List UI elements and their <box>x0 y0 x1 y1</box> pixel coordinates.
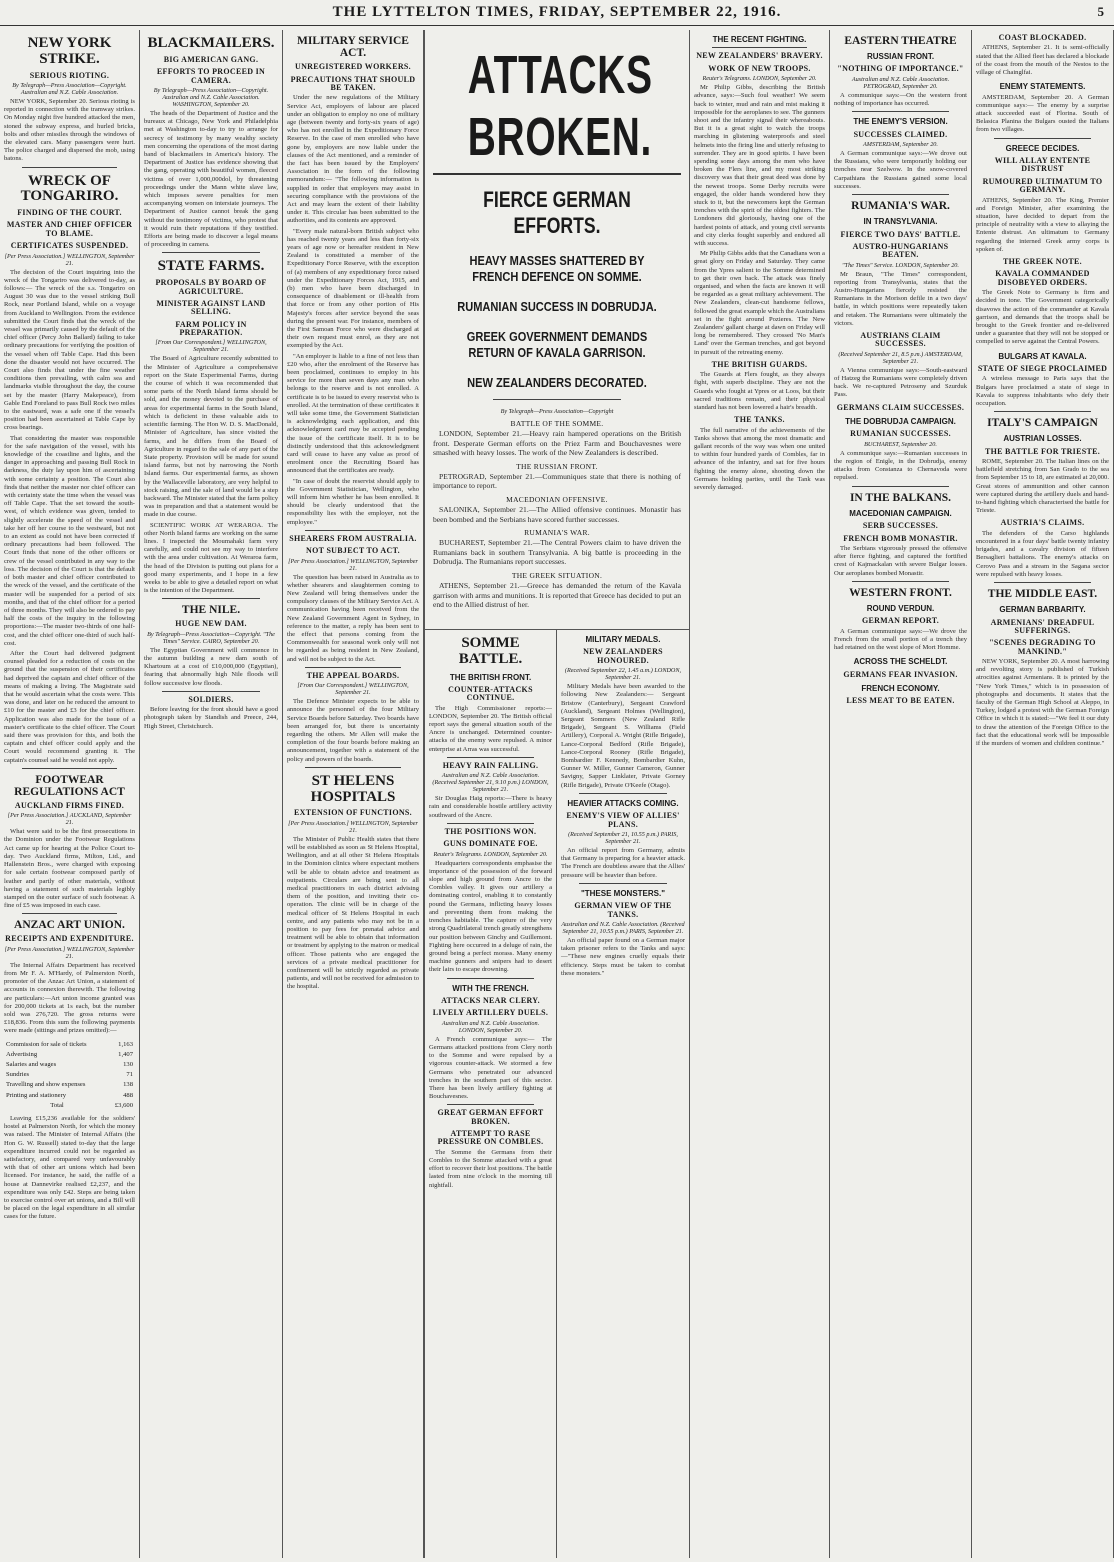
column-7 <box>972 30 1114 1558</box>
headline-italys-campaign: ITALY'S CAMPAIGN <box>987 417 1098 430</box>
divider <box>162 252 260 253</box>
article-text: BUCHAREST, September 21.—The Central Powers claim to have driven the Rumanians back in southern Transylvania. A big battle is proceeding in the Dobrudja. The Rumanians report successes. <box>433 538 681 567</box>
column-1 <box>0 30 140 1558</box>
article-text: A Vienna communique says:—South-eastward of Hatzeg the Rumanians were completely driven back. We re-captured Petroseny and Szurduk Pass. <box>834 366 967 399</box>
subhead: ARMENIANS' DREADFUL SUFFERINGS. <box>990 617 1095 635</box>
article-text: The Somme the Germans from their Combles to the Somme attacked with a great effort to recover their lost positions. The battle lasted from nine o'clock in the morning till nightfall. <box>429 1148 552 1189</box>
article-text: Headquarters correspondents emphasise the importance of the possession of the forward slope and high ground from Ancre to the Combles valley. It gives our artillery a dominating control, enabling it to constantly pound the Germans, inflicting heavy losses and preventing them from making the trenches habitable. The capture of the very strong Quadrilateral trench greatly strengthens our position between Ginchy and Guillemont. Fighting here occurred in a deluge of rain, the ground being a perfect morass. Many enemy machine gunners and snipers had to desert their lairs to escape drowning. <box>429 859 552 974</box>
subhead: MINISTER AGAINST LAND SELLING. <box>156 298 266 317</box>
lead-headline: ATTACKS BROKEN. <box>467 45 653 167</box>
article-text: ATHENS, September 21.—Greece has demanded the return of the Kavala garrison with arms and munitions. It is reported that Greece has decided to put an end to the Allied distrust of her. <box>433 580 681 610</box>
subhead: GERMAN BARBARITY. <box>999 605 1086 615</box>
byline: Australian and N.Z. Cable Association. PETROGRAD, September 20. <box>851 75 950 90</box>
article-text: Mr Philip Gibbs adds that the Canadians won a great glory on Friday and Saturday. They came from the Ypres salient to the Somme determined to get their own back. The attack was finely organised, and when the facts are known it will be regarded as a great military achievement. The New Zealanders, clean-cut handsome fellows, followed the great example which the Australians set in the fight around Pozieres. The New Zealanders' gallant charge at dawn on Friday will long be remembered. They crossed 'No Man's Land' over the German trenches, and got beyond in pursuit of the retreating enemy. <box>694 250 825 356</box>
article-text: Under the new regulations of the Military Service Act, employers of labour are placed under an obligation to employ no one of military age (between twenty and forty-six years of age) who has not enrolled in the Expeditionary Force Reserve. In the case of men enrolled who have gone by, employers are now liable under the clauses of the Act mentioned, and a reminder of the fact has been issued by the Employers' Association in the form of the following memorandum:— "The following information is supplied in order that employers may assist in securing compliance with the provisions of the Act and may learn the extent of their liability under it. This circular has been submitted to the authorities, and its contents are approved. <box>287 94 419 225</box>
subhead: ENEMY'S VIEW OF ALLIES' PLANS. <box>566 811 680 829</box>
section-label: MACEDONIAN OFFENSIVE. <box>506 494 608 504</box>
byline: [Per Press Association.] AUCKLAND, September 21. <box>7 812 132 827</box>
divider <box>447 823 534 824</box>
subhead: MASTER AND CHIEF OFFICER TO BLAME. <box>6 220 133 238</box>
article-text: A German communique says:—We drove out the Russians, who were temporarily holding our trenches near Szelwow. In the snow-covered Carpathians the Russians gained some local successes. <box>834 150 967 190</box>
headline-the-nile: THE NILE. <box>181 604 241 617</box>
byline: Reuter's Telegrams. LONDON, September 20. <box>702 75 817 83</box>
subhead: AUSTRIANS CLAIM SUCCESSES. <box>860 331 941 349</box>
subhead: THE GREEK NOTE. <box>1003 256 1082 266</box>
section-label: BATTLE OF THE SOMME. <box>510 419 604 428</box>
subhead: FARM POLICY IN PREPARATION. <box>175 319 247 338</box>
table-cell: Sundries <box>6 1071 30 1079</box>
section-label: RUMANIA'S WAR. <box>524 528 590 538</box>
section-label: THE GREEK SITUATION. <box>511 570 603 580</box>
table-cell: Salaries and wages <box>6 1061 57 1068</box>
subhead: RUSSIAN FRONT. <box>866 52 935 62</box>
headline-rumanias-war: RUMANIA'S WAR. <box>851 200 950 213</box>
headline-greece-decides: GREECE DECIDES. <box>1005 143 1080 153</box>
divider <box>447 978 534 979</box>
subhead: ATTACKS NEAR CLERY. <box>441 995 540 1005</box>
masthead-title: THE LYTTELTON TIMES, FRIDAY, SEPTEMBER 22, 1916. <box>332 4 782 20</box>
table-row <box>6 1102 133 1110</box>
article-text: NEW YORK, September 20. Serious rioting is reported in connection with the tramway strikes. On Monday night five hundred attacked the men, stoned the subway express, and hurled bricks, bolts and other missiles through the windows of the elevated cars. Many passengers were hurt. The police charged and dispersed the mob, using batons. <box>4 97 135 163</box>
article-text: NEW YORK, September 20. A most harrowing and revolting story is published of Turkish atrocities against Armenians. It is printed by the "New York Times," which is in possession of photographs and documents. It states that the faculty of the German High School at Aleppo, in Turkey, lodged a protest with the German Foreign Office in which it is stated:—"We feel it our duty to draw the attention of the Foreign Office to the fact that the educational work will be impossible if the murders of women and children continue." <box>976 658 1109 748</box>
subhead: GERMAN VIEW OF THE TANKS. <box>574 901 672 919</box>
byline: By Telegraph—Press Association—Copyright. Australian and N.Z. Cable Association. <box>12 81 127 96</box>
subhead: WILL ALLAY ENTENTE DISTRUST <box>994 156 1091 174</box>
subhead: ROUND VERDUN. <box>866 603 935 613</box>
table-cell: 71 <box>126 1071 133 1079</box>
column-3 <box>283 30 424 1558</box>
divider <box>305 667 401 668</box>
subhead: GUNS DOMINATE FOE. <box>443 839 538 849</box>
byline: [From Our Correspondent.] WELLINGTON, September 21. <box>155 339 267 354</box>
page-number: 5 <box>1097 4 1104 19</box>
table-cell: 1,407 <box>118 1050 133 1058</box>
article-text: The Egyptian Government will commence in the autumn building a new dam south of Khartoum at a cost of £10,000,000 (Egyptian), fearing that abnormally high Nile floods will follow successive low floods. <box>144 646 278 687</box>
article-text: Sir Douglas Haig reports:—There is heavy rain and considerable hostile artillery activity southward of the Ancre. <box>429 795 552 819</box>
subhead: SERIOUS RIOTING. <box>29 70 110 80</box>
subhead: "NOTHING OF IMPORTANCE." <box>837 64 964 74</box>
headline-state-farms: STATE FARMS. <box>157 258 265 275</box>
table-row <box>6 1051 133 1059</box>
subhead: AUSTRIA'S CLAIMS. <box>1000 518 1085 528</box>
lead-deck: NEW ZEALANDERS DECORATED. <box>467 375 647 390</box>
byline: Reuter's Telegrams. LONDON, September 20. <box>433 850 548 858</box>
subhead: FRENCH BOMB MONASTIR. <box>843 533 958 543</box>
article-text: A communique says:—Rumanian successes in the region of Enigle, in the Dobrudja, enemy attacks from Constanza to Chernavoda were repulsed. <box>834 449 967 482</box>
headline-eastern-theatre: EASTERN THEATRE <box>844 35 957 47</box>
article-text: "Every male natural-born British subject who has reached twenty years and less than forty-six years of age now or hereafter resident in New Zealand is constituted a member of the Expeditionary Force Reserve, with the exception of (a) members of any expeditionary force raised under the Expeditionary Forces Act, 1915, and (b) men who have been discharged in consequence of disablement or ill-health from that force or from any other portion of His Majesty's forces after service beyond the seas during the present war. For instance, members of the First Samoan Force who were discharged at their own request must enrol, as they are not exempted by the Act. <box>287 227 419 350</box>
headline-anzac-art-union: ANZAC ART UNION. <box>14 919 125 932</box>
article-text: The decision of the Court inquiring into the wreck of the Tongariro was delivered to-day, as follows:— The wreck of the s.s. Tongariro on August 30 was due to the vessel striking Bull Rock, near Portland Island, while on a voyage from Auckland to Wellington. From the evidence submitted the Court finds that the wreck of the vessel was primarily caused by the default of the chief officer (Percy John Ballard) failing to take ordinary precautions for verifying the position of the vessel when off Table Cape. Had this been done the disaster would not have occurred. The Court also finds that under the fine weather conditions then prevailing, with calm sea and landmarks visible throughout the day, the course set by the master (Harry Makepeace), from Gable End Foreland to pass Bull Rock two miles to the eastward, was a safe one if the vessel's position had been ascertained at Table Cape by cross bearings. <box>4 268 135 432</box>
subhead: SUCCESSES CLAIMED. <box>853 129 948 139</box>
subhead: THE DOBRUDJA CAMPAIGN. <box>845 417 956 427</box>
subhead: THE POSITIONS WON. <box>444 826 537 836</box>
divider <box>447 757 534 758</box>
headline-somme-battle: SOMME BATTLE. <box>458 635 523 667</box>
byline: By Telegraph—Press Association—Copyright. "The Times" Service. CAIRO, September 20. <box>147 630 275 645</box>
article-text: A wireless message to Paris says that the Bulgars have proclaimed a state of siege in Kavala to suppress inhabitants who defy their occupation. <box>976 375 1109 407</box>
subhead: KAVALA COMMANDED DISOBEYED ORDERS. <box>995 269 1090 287</box>
table-cell: 1,163 <box>118 1040 133 1048</box>
table-cell: 130 <box>123 1061 133 1068</box>
subhead: ACROSS THE SCHELDT. <box>853 657 948 667</box>
article-text: Military Medals have been awarded to the following New Zealanders:— Sergeant Bristow (Canterbury), Sergeant Crawford (Auckland), Sergeant Holmes (Wellington), Sergeant Sommers (New Zealand Rifle Brigade), Sergeant S. Williams (Field Artillery), Corporal A. Wright (Rifle Brigade), Lance-Corporal Bedford (Rifle Brigade), Lance-Corporal Rooney (Rifle Brigade), Bombardier F. Kennedy, Bombardier Kuhn, Gunner W. Miller, Gunner Cameron, Gunner Savigny, Sapper Linklater, Private Gorney (Rifle Brigade), Private O'Keefe (Otago). <box>561 683 685 789</box>
subhead: RUMANIAN SUCCESSES. <box>850 429 951 439</box>
subhead: WORK OF NEW TROOPS. <box>708 63 811 73</box>
subhead: "THESE MONSTERS." <box>580 888 666 898</box>
table-cell: Commission for sale of tickets <box>6 1040 87 1048</box>
table-cell: £3,600 <box>114 1101 133 1109</box>
byline: [Per Press Association.] WELLINGTON, September 21. <box>4 945 135 960</box>
lead-deck: GREEK GOVERNMENT DEMANDS RETURN OF KAVALA GARRISON. <box>466 329 648 360</box>
subhead: GREAT GERMAN EFFORT BROKEN. <box>437 1108 544 1126</box>
divider <box>579 793 667 794</box>
byline: (Received September 22, 1.45 a.m.) LONDON, September 21. <box>564 667 682 682</box>
headline-military-service-act: MILITARY SERVICE ACT. <box>297 35 409 60</box>
subhead: SERB SUCCESSES. <box>862 521 939 531</box>
article-text: The full narrative of the achievements of the Tanks shows that among the most dramatic and gallant records of the way was when one united to within four hundred yards of Combles, far in advance of the infantry, and sat for five hours fighting the enemy alone, shooting down the Germans holding parties, until the Tank was severely damaged. <box>694 426 825 492</box>
divider <box>433 173 681 175</box>
article-text: Leaving £15,236 available for the soldiers' hostel at Palmerston North, for which the money was raised. The Minister of Internal Affairs (the Hon G. W. Russell) stated to-day that the large expenditure incurred could not be regarded as satisfactory, and compared very unfavourably with that of other art unions which had been licensed. For instance, he said, the raffle of a house at Dannevirke realised £2,237, and the expenditure was only £42. Steps are being taken to exercise control over art unions, and a Bill will be placed on the legal expenditure in all similar cases for the future. <box>4 1115 135 1221</box>
subhead: AUCKLAND FIRMS FINED. <box>14 800 125 810</box>
subhead: FIERCE TWO DAYS' BATTLE. <box>840 229 961 239</box>
divider <box>994 582 1091 583</box>
subhead: HUGE NEW DAM. <box>175 619 247 629</box>
subhead: RECEIPTS AND EXPENDITURE. <box>5 934 134 944</box>
masthead <box>0 0 1114 26</box>
subhead: ENEMY STATEMENTS. <box>999 82 1086 92</box>
subhead: THE TANKS. <box>734 415 785 425</box>
article-text: The heads of the Department of Justice and the bureaux at Chicago, New York and Philadelphia met at Washington to-day to try to arrange for secrecy of testimony by many wealthy society men concerning the operations of the most daring band of blackmailers in America's history. The Department of Justice has evidence showing that the gang, operating with beautiful women, fleeced victims of over 1,000,000dol, by threatening proceedings under the Mann white slave law, which imposes severe penalties for men accompanying women on interstate journeys. The Department of Justice cannot break the gang without the testimony of victims, who protest that it would ruin their reputations if they testified. Efforts are being made to discover a legal means of proceeding in camera. <box>144 109 278 249</box>
divider <box>22 768 117 769</box>
column-6 <box>830 30 972 1558</box>
subhead: AUSTRIAN LOSSES. <box>1003 434 1082 444</box>
article-text: A German communique says:—We drove the French from the small portion of a trench they had retained on the west slope of Mort Homme. <box>834 627 967 651</box>
article-text: A French communique says:— The Germans attacked positions from Clery north to the Somme and were repulsed by a vigorous counter-attack. We stormed a few Germans who penetrated our advanced trenches in the southern part of this sector. There has been lively artillery fighting at Bouchavesnes. <box>429 1035 552 1101</box>
subhead: THE BATTLE FOR TRIESTE. <box>984 446 1101 456</box>
subhead: NOT SUBJECT TO ACT. <box>306 546 400 556</box>
byline: AMSTERDAM, September 20. <box>863 141 938 149</box>
article-text: The Greek Note to Germany is firm and decided in tone. The Government categorically disavows the action of the commander at Kavala garrison, and demands that the troops shall be brought to the Greek frontier and re-delivered under a guarantee that they will not be stopped or compelled to serve against the Central Powers. <box>976 289 1109 346</box>
subhead: PROPOSALS BY BOARD OF AGRICULTURE. <box>155 278 267 296</box>
article-text: SCIENTIFIC WORK AT WERAROA. The other North Island farms are working on the same lines. I inspected the Moumahaki farm very carefully, and could not see my way to interfere with the area under cultivation. At Weraroa farm, the head of the Division is putting out plans for a good many experiments, and I hope in a few weeks to be able to give a detailed report on what is the intention of the Department. <box>144 521 278 595</box>
subhead: CERTIFICATES SUSPENDED. <box>10 241 129 251</box>
divider <box>447 1104 534 1105</box>
table-row <box>6 1081 133 1089</box>
subhead: THE BRITISH GUARDS. <box>711 359 808 369</box>
subhead: THE ENEMY'S VERSION. <box>853 117 948 127</box>
article-text: The Guards at Flers fought, as they always fight, with superb discipline. They are not the Guards who fought at Ypres or at Loos, but their sacred traditions remain, and their physical standard has not been lowered a hair's breadth. <box>694 371 825 412</box>
headline-shearers: SHEARERS FROM AUSTRALIA. <box>289 533 417 543</box>
article-text: The Board of Agriculture recently submitted to the Minister of Agriculture a comprehensive report on the State Experimental Farms, during the course of which it was recommended that some parts of the North Island farms should be sold, and the money devoted to the purchase of areas for experimental farms in the South Island, which is deficient in these valuable aids to scientific farming. The Hon W. D. S. MacDonald, Minister of Agriculture, has since visited the farms, and he differs from the Board of Agriculture in regard to the sale of any part of the State property. Provision will be made for sound island farms, but not by narrowing the North Island farms. Our experimental farms, as shown by the Wallaceville laboratory, are very helpful to stock raising, and the sale of land would be a step backward. The Minister stated that the farm policy was in preparation and that a statement would be made in due course. <box>144 355 278 519</box>
article-text: What were said to be the first prosecutions in the Dominion under the Footwear Regulations Act came up for hearing at the Police Court to-day. Two Auckland firms, Milton, Ltd., and Hallenstein Bros., were charged with exposing for sale certain footwear composed partly of leather and partly of other materials, without having a statement of such materials legibly stamped on the outer surface of such footwear. A fine of £5 was imposed in each case. <box>4 828 135 910</box>
byline: [From Our Correspondent.] WELLINGTON, September 21. <box>297 682 409 697</box>
subhead: AUSTRO-HUNGARIANS BEATEN. <box>852 241 949 260</box>
headline-middle-east: THE MIDDLE EAST. <box>987 588 1098 601</box>
subhead: STATE OF SIEGE PROCLAIMED <box>977 363 1108 373</box>
subhead: NEW ZEALANDERS' BRAVERY. <box>696 51 823 61</box>
subhead: GERMAN REPORT. <box>861 616 940 626</box>
article-text: The Serbians vigorously pressed the offensive after fierce fighting, and captured the fortified crest of Kajmackalan with severe Bulgar losses. Our aeroplanes bombed Monastir. <box>834 544 967 577</box>
table-cell: Advertising <box>6 1050 38 1058</box>
byline: [Per Press Association.] WELLINGTON, September 21. <box>288 557 418 572</box>
column-5 <box>690 30 830 1558</box>
table-cell: 488 <box>123 1091 133 1099</box>
subhead: EXTENSION OF FUNCTIONS. <box>294 808 412 818</box>
subhead: PRECAUTIONS THAT SHOULD BE TAKEN. <box>290 74 416 92</box>
article-text: "In case of doubt the reservist should apply to the Government Statistician, Wellington, who will inform him whether he has been enrolled. It should be clearly understood that the responsibility lies with the employer, not the employee." <box>287 477 419 526</box>
subhead: LESS MEAT TO BE EATEN. <box>846 696 955 706</box>
headline-soldiers: SOLDIERS. <box>188 694 234 704</box>
article-text: PETROGRAD, September 21.—Communiques state that there is nothing of importance to report. <box>433 471 681 491</box>
article-text: An official report from Germany, admits that Germany is preparing for a heavier attack. The French are doubtless aware that the Allies' pressure will be heavier than before. <box>561 846 685 879</box>
headline-blackmailers: BLACKMAILERS. <box>147 35 275 51</box>
table-cell: Total <box>50 1101 64 1109</box>
article-text: After the Court had delivered judgment counsel pleaded for a reduction of costs on the ground that the suspension of their certificates had deprived the captain and chief officer of the means of making a living. The Magistrate said that he would ascertain what the costs were. This was done, and later on he reduced the amount to £10 for the master and £3 for the chief officer. Application was also made for the issue of a master's certificate to the chief officer. The Court said there was provision for this, and both the captain and chief officer could apply and the Court would recommend granting it. The captain's counsel said he would not apply. <box>4 649 135 764</box>
article-text: The High Commissioner reports:— LONDON, September 20. The British official report says the general situation south of the Ancre is unchanged. Determined counter-attacks of the enemy were repulsed. A minor enterprise at Arras was successful. <box>429 704 552 753</box>
table-cell: 138 <box>123 1081 133 1089</box>
article-text: "An employer is liable to a fine of not less than £20 who, after the enrolment of the Reserve has been proclaimed, continues to employ in his service for more than seven days any man who belongs to the reserve and is not enrolled. A certificate is to be issued to every reservist who is enrolled. At the termination of these certificates it will take some time, the Government Statistician is acknowledging each application, and this acknowledgment card may be accepted pending the issue of the certificate itself. It is to be distinctly understood that this acknowledgment card will cease to have any value as proof of enrolment once the Recruiting Board has announced that the certificates are ready. <box>287 352 419 475</box>
subhead: FRENCH ECONOMY. <box>861 683 940 693</box>
subhead: EFFORTS TO PROCEED IN CAMERA. <box>156 67 266 85</box>
divider <box>22 913 117 914</box>
byline: Australian and N.Z. Cable Association. (Received September 21, 9.10 p.m.) LONDON, September 21. <box>432 772 549 794</box>
headline-in-the-balkans: IN THE BALKANS. <box>849 491 952 504</box>
table-cell: Travelling and show expenses <box>6 1081 86 1089</box>
table-row <box>6 1041 133 1049</box>
article-text: An official paper found on a German major taken prisoner refers to the Tanks and says:—"These new engines cruelly equals their efficiency. Steps must be taken to combat these monsters." <box>561 936 685 977</box>
article-text: Mr Philip Gibbs, describing the British advance, says:—Such foul weather! We seem back to winter, mud and rain and mist making it impossible for the aeroplanes to see. The gunners shoot and the infantry signal their whereabouts. But it is a great sight to watch the troops marching in glistening waterproofs and steel helmets into the firing line and utterly refusing to surrender. They are in good spirits. I have been spending some days among the men who have broken the Flers line, and my most striking discovery was that their great deed was done by the newest troops. Some Derby recruits were engaged, the older hands wondered how they stuck to it, but the newcomers kept the German trenches with the spirit of the oldest fighters. The Londoners did gloriously, having one of the hardest points of attack, and young civil servants and city clerks fought superbly and endured all with success. <box>694 84 825 248</box>
byline: Australian and N.Z. Cable Association. LONDON, September 20. <box>441 1019 540 1034</box>
subhead: BULGARS AT KAVALA. <box>998 351 1087 361</box>
column-2 <box>140 30 283 1558</box>
headline-recent-fighting: THE RECENT FIGHTING. <box>712 35 807 44</box>
divider <box>994 138 1091 139</box>
article-text: Before leaving for the front should have a good photograph taken by Standish and Preece, 244, High Street, Christchurch. <box>144 706 278 730</box>
subhead: "SCENES DEGRADING TO MANKIND." <box>989 638 1096 656</box>
article-text: ATHENS, September 21. It is semi-officially stated that the Allied fleet has declared a blockade of the coast from the mouth of the Nestos to the village of Chainglfai. <box>976 44 1109 76</box>
byline: "The Times" Service. LONDON, September 20. <box>842 261 959 269</box>
accounts-table <box>4 1039 135 1112</box>
subhead: WITH THE FRENCH. <box>452 983 529 993</box>
byline: Australian and N.Z. Cable Association. (Received September 21, 10.55 p.m.) PARIS, September 21. <box>561 920 685 935</box>
headline-wreck-tongariro: WRECK OF TONGARIRO. <box>20 172 119 205</box>
divider <box>305 767 401 768</box>
byline: [Per Press Association.] WELLINGTON, September 21. <box>4 252 135 267</box>
article-text: ROME, September 20. The Italian lines on the battlefield stretching from San Grado to the sea from September 15 to 18, are estimated at 20,000. Great stores of ammunition and other cannon were captured during the artillery duels and hand-to-hand fighting which characterised the battle for Trieste. <box>976 458 1109 515</box>
byline: By Telegraph—Press Association—Copyright <box>500 408 614 415</box>
subhead: GERMANS FEAR INVASION. <box>843 669 958 679</box>
subhead: IN TRANSYLVANIA. <box>863 217 938 227</box>
headline-new-york-strike: NEW YORK STRIKE. <box>27 35 112 67</box>
byline: By Telegraph—Press Association—Copyright. Australian and N.Z. Cable Association. WASHINGTON, September 20. <box>153 86 269 108</box>
byline: [Per Press Association.] WELLINGTON, September 21. <box>288 819 418 834</box>
divider <box>852 486 949 487</box>
divider <box>162 691 260 692</box>
article-text: A communique says:—On the western front nothing of importance has occurred. <box>834 91 967 108</box>
subhead: FINDING OF THE COURT. <box>17 208 122 218</box>
divider <box>22 167 117 168</box>
byline: (Received September 21, 8.5 p.m.) AMSTERDAM, September 21. <box>838 350 963 365</box>
article-text: LONDON, September 21.—Heavy rain hampered operations on the British front. Desperate German efforts on the Priez Farm and Bouchavesnes were smashed with heavy losses. The work of the New Zealanders is described. <box>433 429 681 458</box>
column-5-lower <box>557 630 690 1558</box>
article-text: The defenders of the Carso highlands encountered in a four days' battle twenty infantry brigades, and a cavalry division of fifteen Bersaglieri battalions. The enemy's attacks on Cerovo Pass and a stream in the Sagana sector were repulsed with heavy losses. <box>976 529 1109 578</box>
subhead: RUMOURED ULTIMATUM TO GERMANY. <box>982 176 1103 195</box>
article-text: The Minister of Public Health states that there will be established as soon as St Helens Hospital, Wellington, and at all other St Helens Hospitals in the Dominion clinics where expectant mothers will be able to obtain advice and treatment as outpatients. Circulars are being sent to all medical practitioners in each district advising them of the position, and inviting their co-operation. The clinic will be in charge of the medical officer of St Helens Hospital in each centre, and any patients who may not be in a position to pay fees for prenatal advice and treatment will be able to obtain that information or treatment by applying to the matron or medical officer. Those patients who are engaged the services of a private medical practitioner for confinement will be strictly regarded as private patients, and will not be received for admission to the hospital. <box>287 835 419 991</box>
divider <box>994 411 1091 412</box>
divider <box>493 399 621 400</box>
article-text: The question has been raised in Australia as to whether shearers and slaughtermen coming to New Zealand will bring themselves under the compulsory clauses of the Military Service Act. A communication having been received from the New Zealand Government Agent in Sydney, in reference to the matter, a reply has been sent to the effect that persons coming from the Commonwealth for seasonal work only will not be regarded as being resident in New Zealand, and will not be subject to the Act. <box>287 573 419 663</box>
lead-deck: HEAVY MASSES SHATTERED BY FRENCH DEFENCE ON SOMME. <box>469 253 645 284</box>
subhead: HEAVIER ATTACKS COMING. <box>567 798 679 808</box>
subhead: GERMANS CLAIM SUCCESSES. <box>836 402 965 412</box>
divider <box>579 883 667 884</box>
divider <box>162 598 260 599</box>
subhead: MACEDONIAN CAMPAIGN. <box>849 508 952 518</box>
lead-deck: FIERCE GERMAN EFFORTS. <box>483 187 631 238</box>
byline: BUCHAREST, September 20. <box>864 440 937 448</box>
divider <box>852 194 949 195</box>
table-row <box>6 1061 133 1069</box>
column-4 <box>424 630 557 1558</box>
table-row <box>6 1071 133 1079</box>
subhead: BIG AMERICAN GANG. <box>163 54 259 64</box>
lead-deck: RUMANIAN SUCCESS IN DOBRUDJA. <box>457 299 657 314</box>
article-text: That considering the master was responsible for the safe navigation of the vessel, with his knowledge of the coastline and lights, and the danger in approaching and passing Bull Rock in darkness, the duty lay upon him of ascertaining with some certainty a position. The Court also finds that neither the master nor chief officer can with certainty state the time when the vessel was off Table Cape. That the set toward the south-west, of which evidence was given, tended to slightly accelerate the speed of the vessel and take her off her course to the westward, but not to an extent as could not have been corrected if ordinary precautions had been followed. The Court finds that none of the other officers or crew of the vessel contributed in any way to the loss. The decision of the Court is that the default of both master and chief officer contributed to the wreck of the vessel, and the certificate of the master will be suspended for a period of six months, and that of the chief officer for a period of three months. They will also be ordered to pay half the costs of the inquiry in the following proportions:—The master two-thirds of one half-cost, and the chief officer one-third of such half-cost. <box>4 434 135 647</box>
headline-western-front: WESTERN FRONT. <box>849 586 952 599</box>
subhead: COUNTER-ATTACKS CONTINUE. <box>448 684 533 703</box>
article-text: ATHENS, September 20. The King, Premier and Foreign Minister, after examining the situation, have decided to depart from the principle of neutrality with a view to allaying the Entente distrust. An ultimatum to Germany regarding the interned Greek army corps is spoken of. <box>976 196 1109 253</box>
headline-appeal-boards: THE APPEAL BOARDS. <box>306 670 400 680</box>
lead-story <box>424 30 690 630</box>
article-text: The Defence Minister expects to be able to announce the personnel of the four Military Service Boards before Saturday. Two boards have been arranged for, but there is uncertainty regarding the others. Mr Allen will make the completion of the four boards before making an announcement, together with a statement of the policy and powers of the boards. <box>287 698 419 763</box>
headline-st-helens: ST HELENS HOSPITALS <box>310 772 396 805</box>
table-cell: Printing and stationery <box>6 1091 67 1099</box>
subhead: COAST BLOCKADED. <box>998 33 1087 42</box>
divider <box>852 111 949 112</box>
article-text: Mr Braun, "The Times" correspondent, reporting from Transylvania, states that the Austro-Hungarians fiercely resisted the Rumanians in the Morison defile in a two days' battle, in which positions were repeatedly taken and retaken. The Rumanians were ultimately the victors. <box>834 270 967 327</box>
divider <box>712 47 807 48</box>
divider <box>305 530 401 531</box>
divider <box>852 581 949 582</box>
headline-footwear: FOOTWEAR REGULATIONS ACT <box>14 773 125 798</box>
subhead: HEAVY RAIN FALLING. <box>442 760 539 770</box>
subhead: THE BRITISH FRONT. <box>449 672 532 682</box>
subhead: UNREGISTERED WORKERS. <box>295 62 411 72</box>
section-label: THE RUSSIAN FRONT. <box>516 461 598 471</box>
article-text: AMSTERDAM, September 20. A German communique says:— The enemy by a surprise attack succeeded east of Florina. South of Belasica Planina the Bulgars ousted the Italians from two villages. <box>976 93 1109 134</box>
subhead: NEW ZEALANDERS HONOURED. <box>583 647 663 665</box>
byline: (Received September 21, 10.55 p.m.) PARIS, September 21. <box>568 830 678 845</box>
table-row <box>6 1092 133 1100</box>
article-text: The Internal Affairs Department has received from Mr F. A. M'Hardy, of Palmerston North, promoter of the Anzac Art Union, a statement of accounts in connexion therewith. The following are particulars:—Art union income granted was for 200,000 tickets at 1s each, but the number sold was 276,720. The gross returns were £18,836. From this sum the following payments were made (sittings and prizes omitted):— <box>4 961 135 1035</box>
article-text: SALONIKA, September 21.—The Allied offensive continues. Monastir has been bombed and the Serbians have scored further successes. <box>433 504 681 524</box>
subhead: ATTEMPT TO RASE PRESSURE ON COMBLES. <box>437 1129 544 1147</box>
subhead: LIVELY ARTILLERY DUELS. <box>432 1008 549 1018</box>
subhead: MILITARY MEDALS. <box>585 635 661 644</box>
